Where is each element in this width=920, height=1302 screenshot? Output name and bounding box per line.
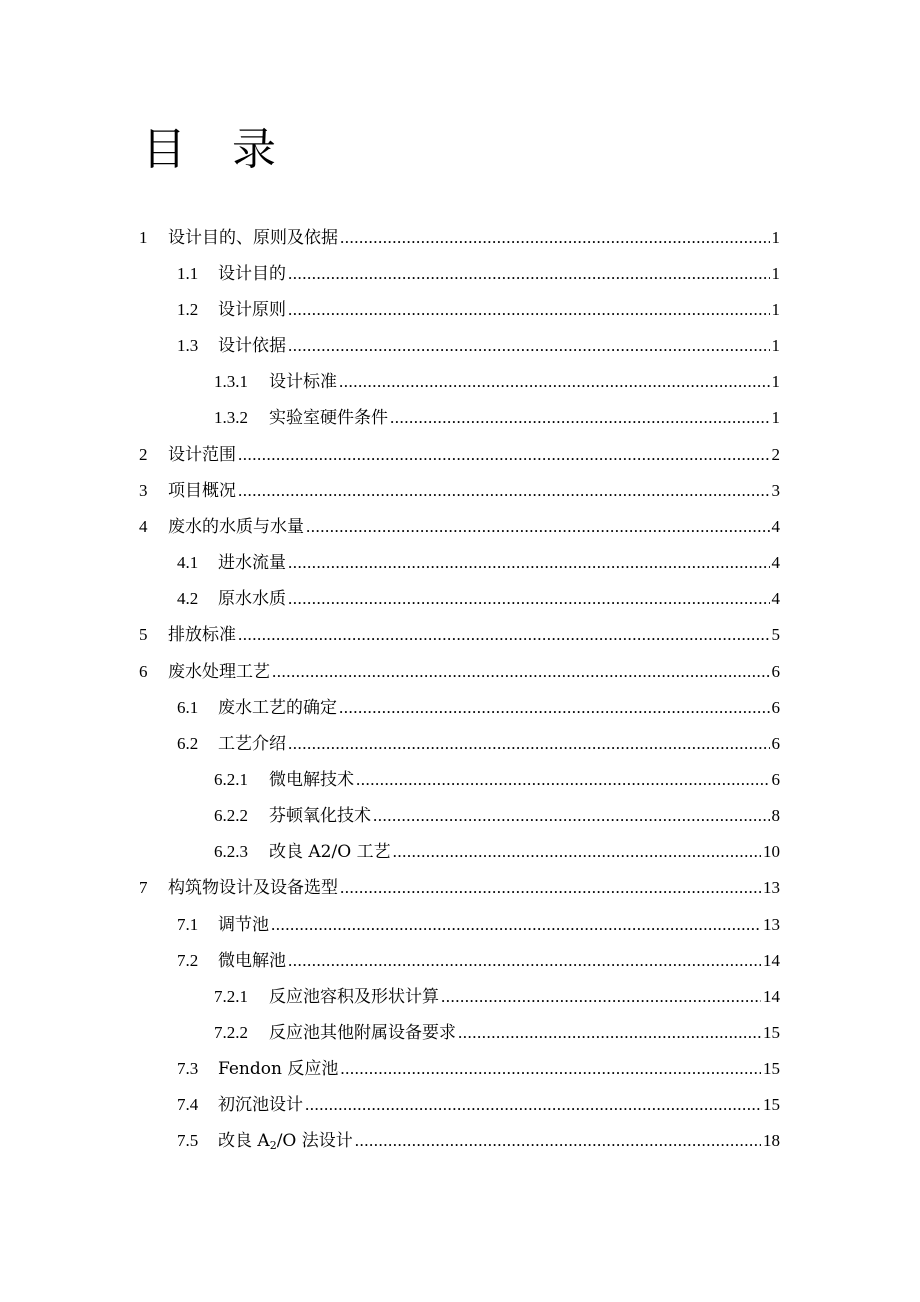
toc-label: 调节池 <box>218 915 269 935</box>
toc-page: 13 <box>763 915 780 934</box>
toc-label: 废水工艺的确定 <box>218 698 337 718</box>
toc-entry[interactable] <box>177 1123 780 1159</box>
toc-page: 4 <box>771 589 780 608</box>
toc-entry[interactable] <box>214 364 780 400</box>
toc-entry[interactable] <box>177 328 780 364</box>
toc-page: 10 <box>763 842 780 861</box>
toc-leader <box>288 943 761 979</box>
toc-leader <box>356 762 770 798</box>
toc-page: 15 <box>763 1095 780 1114</box>
toc-label-part: /O 法设计 <box>276 1131 353 1151</box>
toc-number: 1.3 <box>177 336 199 355</box>
toc-label: 排放标准 <box>168 625 236 645</box>
toc-leader <box>458 1015 761 1051</box>
toc-label-part: 改良 A <box>218 1131 270 1151</box>
toc-entry[interactable] <box>214 400 780 436</box>
toc-leader <box>441 979 761 1015</box>
toc-number: 6 <box>139 662 148 681</box>
toc-entry[interactable] <box>177 726 780 762</box>
toc-label: 设计原则 <box>218 300 286 320</box>
toc-entry[interactable] <box>177 256 780 292</box>
toc-entry[interactable] <box>139 220 780 256</box>
toc-number: 2 <box>139 445 148 464</box>
toc-page: 13 <box>763 878 780 897</box>
toc-entry[interactable] <box>214 1015 780 1051</box>
toc-leader <box>288 726 770 762</box>
toc-number: 6.1 <box>177 698 199 717</box>
toc-number: 1.3.2 <box>214 408 248 427</box>
toc-page: 1 <box>771 300 780 319</box>
toc-label: 工艺介绍 <box>218 734 286 754</box>
toc-number: 5 <box>139 625 148 644</box>
toc-entry[interactable] <box>177 1051 780 1087</box>
toc-leader <box>305 1087 761 1123</box>
toc-label: 设计目的 <box>218 264 286 284</box>
toc-entry[interactable] <box>139 437 780 473</box>
toc-number: 6.2 <box>177 734 199 753</box>
toc-entry[interactable] <box>139 617 780 653</box>
toc-label: 实验室硬件条件 <box>269 408 388 428</box>
toc-number: 1.2 <box>177 300 199 319</box>
toc-page: 14 <box>763 987 780 1006</box>
toc-page: 18 <box>763 1131 780 1150</box>
toc-leader <box>340 220 770 256</box>
toc-entry[interactable] <box>139 654 780 690</box>
toc-number: 7.5 <box>177 1131 199 1150</box>
toc-label: 反应池其他附属设备要求 <box>269 1023 456 1043</box>
toc-page: 15 <box>763 1023 780 1042</box>
toc-number: 7.3 <box>177 1059 199 1078</box>
title-char-1: 目 <box>142 124 186 175</box>
toc-page: 3 <box>771 481 780 500</box>
toc-page: 1 <box>771 408 780 427</box>
toc-label: 芬顿氧化技术 <box>269 806 371 826</box>
toc-label: 原水水质 <box>218 589 286 609</box>
toc-entry[interactable] <box>214 798 780 834</box>
toc-number: 4.1 <box>177 553 199 572</box>
toc-number: 6.2.1 <box>214 770 248 789</box>
toc-entry[interactable] <box>177 545 780 581</box>
toc-page: 1 <box>771 264 780 283</box>
toc-number: 7.4 <box>177 1095 199 1114</box>
toc-entry[interactable] <box>139 473 780 509</box>
toc-entry[interactable] <box>214 834 780 870</box>
toc-entry[interactable] <box>177 1087 780 1123</box>
toc-page: 6 <box>771 662 780 681</box>
title-char-2: 录 <box>232 124 276 175</box>
toc-page: 1 <box>771 372 780 391</box>
toc-leader <box>339 690 770 726</box>
toc-number: 3 <box>139 481 148 500</box>
toc-entry[interactable] <box>139 870 780 906</box>
toc-leader <box>288 256 770 292</box>
toc-leader <box>288 328 770 364</box>
toc-entry[interactable] <box>139 509 780 545</box>
toc-leader <box>238 437 770 473</box>
toc-label: 废水的水质与水量 <box>168 517 304 537</box>
toc-entry[interactable] <box>177 690 780 726</box>
toc-number: 6.2.3 <box>214 842 248 861</box>
toc-entry[interactable] <box>214 762 780 798</box>
toc-page: 1 <box>771 228 780 247</box>
toc-leader <box>288 545 770 581</box>
toc-leader <box>393 834 761 870</box>
toc-number: 4 <box>139 517 148 536</box>
toc-page: 6 <box>771 698 780 717</box>
toc-label: 设计依据 <box>218 336 286 356</box>
toc-label: 改良 A2/O 工艺 <box>269 842 391 862</box>
toc-number: 1.3.1 <box>214 372 248 391</box>
toc-leader <box>272 654 770 690</box>
toc-leader <box>340 1051 761 1087</box>
toc-number: 7.1 <box>177 915 199 934</box>
toc-page: 8 <box>771 806 780 825</box>
toc-label-subscript: 2 <box>269 1139 277 1152</box>
toc-page: 5 <box>771 625 780 644</box>
toc-entry[interactable] <box>177 943 780 979</box>
toc-page: 4 <box>771 553 780 572</box>
toc-number: 7.2 <box>177 951 199 970</box>
toc-leader <box>238 617 770 653</box>
toc-leader <box>288 292 770 328</box>
toc-label: 微电解技术 <box>269 770 354 790</box>
toc-label <box>218 1123 353 1159</box>
toc-label: 设计标准 <box>269 372 337 392</box>
toc-number: 1.1 <box>177 264 199 283</box>
toc-label: 反应池容积及形状计算 <box>269 987 439 1007</box>
toc-label: 废水处理工艺 <box>168 662 270 682</box>
toc-page: 15 <box>763 1059 780 1078</box>
toc-label: 设计范围 <box>168 445 236 465</box>
toc-leader <box>390 400 770 436</box>
toc-label: 设计目的、原则及依据 <box>168 228 338 248</box>
toc-number: 1 <box>139 228 148 247</box>
toc-label: 微电解池 <box>218 951 286 971</box>
page-title <box>142 122 276 178</box>
toc-entry[interactable] <box>214 979 780 1015</box>
toc-page: 6 <box>771 734 780 753</box>
toc-leader <box>271 907 761 943</box>
toc-number: 7.2.2 <box>214 1023 248 1042</box>
toc-label: 进水流量 <box>218 553 286 573</box>
toc-page: 6 <box>771 770 780 789</box>
toc-number: 6.2.2 <box>214 806 248 825</box>
toc-entry[interactable] <box>177 581 780 617</box>
toc-number: 4.2 <box>177 589 199 608</box>
toc-page: 14 <box>763 951 780 970</box>
toc-label: 初沉池设计 <box>218 1095 303 1115</box>
toc-leader <box>340 870 761 906</box>
toc-leader <box>355 1123 761 1159</box>
toc-label: Fendon 反应池 <box>218 1059 339 1079</box>
toc-number: 7 <box>139 878 148 897</box>
toc-entry[interactable] <box>177 292 780 328</box>
toc-leader <box>238 473 770 509</box>
toc-label: 构筑物设计及设备选型 <box>168 878 338 898</box>
toc-entry[interactable] <box>177 907 780 943</box>
toc-leader <box>306 509 770 545</box>
toc-page: 1 <box>771 336 780 355</box>
toc-number: 7.2.1 <box>214 987 248 1006</box>
toc-leader <box>288 581 770 617</box>
toc-page: 4 <box>771 517 780 536</box>
toc-label: 项目概况 <box>168 481 236 501</box>
toc-leader <box>339 364 770 400</box>
toc-leader <box>373 798 770 834</box>
toc-page: 2 <box>771 445 780 464</box>
